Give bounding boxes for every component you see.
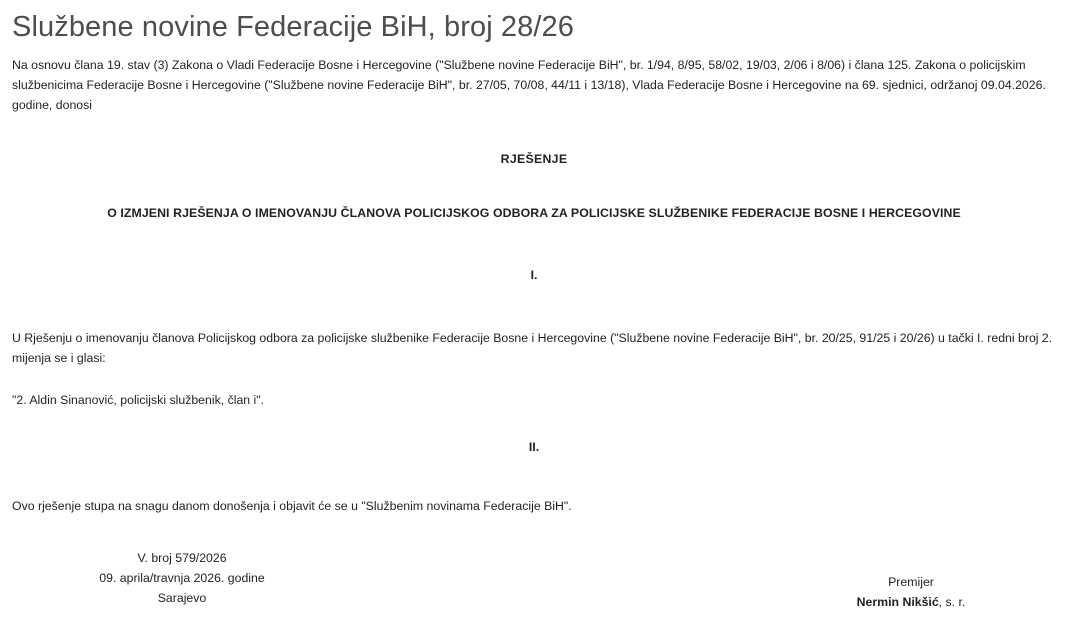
signer-name: Nermin Nikšić [856,595,939,609]
act-type-heading: RJEŠENJE [500,152,568,166]
document-footer [12,548,1056,638]
section-two-label: II. [528,440,540,454]
section-one-text: U Rješenju o imenovanju članova Policijskog odbora za policijske službenike Federacije Bosne i Hercegovine ("Službene novine Federacije BiH", br. 20/25, 91/25 i 20/26) u tački I. redni broj 2. mijenja se i glasi: [12,331,1053,365]
footer-left-block [72,548,292,608]
act-number: V. broj 579/2026 [137,551,227,565]
document-page [0,8,1068,609]
signature-block [816,572,1006,612]
section-two-text: Ovo rješenje stupa na snagu danom donošenja i objavit će se u "Službenim novinama Federacije BiH". [12,499,572,513]
act-place: Sarajevo [157,591,207,605]
section-one-quote: "2. Aldin Sinanović, policijski službenik, član i". [12,393,265,407]
page-title: Službene novine Federacije BiH, broj 28/26 [12,11,574,43]
act-subject-heading: O IZMJENI RJEŠENJA O IMENOVANJU ČLANOVA POLICIJSKOG ODBORA ZA POLICIJSKE SLUŽBENIKE FEDERACIJE BOSNE I HERCEGOVINE [107,206,961,220]
signer-line [816,592,1006,612]
signer-suffix: , s. r. [938,595,966,609]
section-one-label: I. [530,268,538,282]
act-date: 09. aprila/travnja 2026. godine [99,571,265,585]
intro-paragraph: Na osnovu člana 19. stav (3) Zakona o Vladi Federacije Bosne i Hercegovine ("Službene novine Federacije BiH", br. 1/94, 8/95, 58/02, 19/03, 2/06 i 8/06) i člana 125. Zakona o policijskim službenicima Federacije Bosne i Hercegovine ("Službene novine Federacije BiH", br. 27/05, 70/08, 44/11 i 13/18), Vlada Federacije Bosne i Hercegovine na 69. sjednici, održanoj 09.04.2026. godine, donosi [12,58,1046,112]
signer-title: Premijer [888,575,934,589]
